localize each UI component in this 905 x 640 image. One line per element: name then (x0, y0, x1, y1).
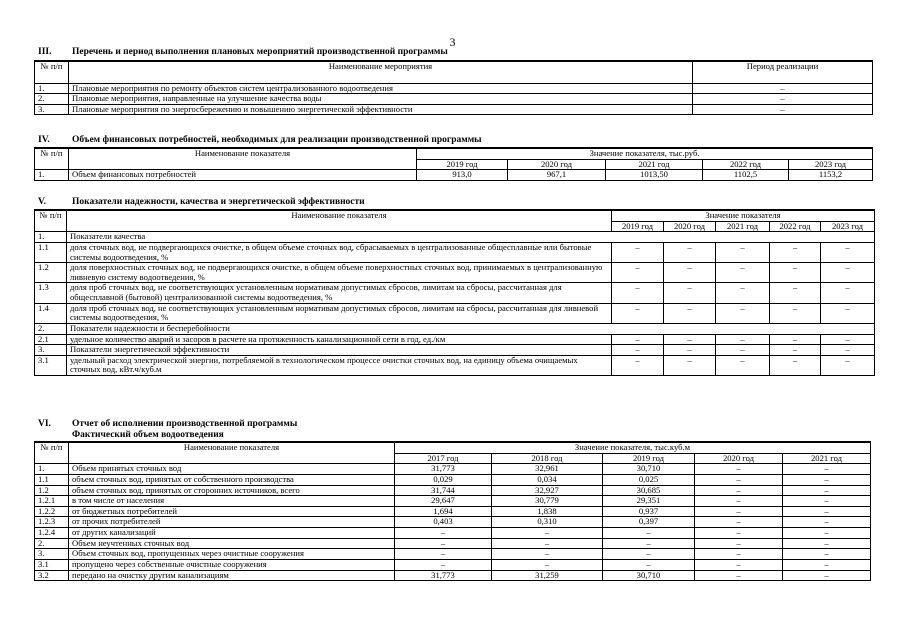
row-number: 1. (35, 83, 69, 94)
col-header-year: 2021 год (716, 221, 770, 232)
value-cell: – (783, 485, 871, 496)
row-name: доля проб сточных вод, не соответствующих установленным нормативам допустимых сбросов, лимитам на сбросы, рассчитанная для ливневой системы водоотведения, % (67, 303, 612, 323)
activities-table (34, 60, 873, 115)
value-cell: – (612, 242, 664, 262)
table-row (35, 464, 871, 475)
value-cell: – (695, 528, 783, 539)
col-header-number: № п/п (35, 148, 69, 170)
table-row (35, 104, 873, 115)
row-number: 2.1 (35, 334, 67, 345)
table-row (35, 485, 871, 496)
col-header-value: Значение показателя, тыс.руб. (417, 148, 873, 159)
value-cell: – (783, 559, 871, 570)
col-header-year: 2018 год (492, 453, 603, 464)
value-cell: 1,838 (492, 506, 603, 517)
value-cell: – (492, 549, 603, 560)
col-header-name: Наименование показателя (69, 442, 395, 464)
value-cell: – (664, 263, 716, 283)
col-header-year: 2017 год (395, 453, 492, 464)
table-row (35, 559, 871, 570)
row-number: 3.1 (35, 559, 69, 570)
value-cell: 30,779 (492, 496, 603, 507)
section-number: III. (38, 47, 52, 57)
value-cell: – (695, 570, 783, 581)
row-number: 2. (35, 94, 69, 105)
row-number: 3. (35, 345, 67, 356)
value-cell: – (664, 283, 716, 303)
value-cell: – (695, 485, 783, 496)
value-cell: 31,259 (492, 570, 603, 581)
section-title: Отчет об исполнении производственной программы (72, 419, 298, 429)
section-number: IV. (38, 135, 50, 145)
value-cell: – (395, 559, 492, 570)
table-row (35, 323, 875, 334)
row-number: 3.1 (35, 355, 67, 375)
section-title: Показатели надежности, качества и энергетической эффективности (72, 197, 365, 207)
value-cell: – (770, 263, 821, 283)
col-header-year: 2023 год (821, 221, 875, 232)
value-cell: – (664, 355, 716, 375)
value-cell: – (783, 528, 871, 539)
value-cell: – (821, 345, 875, 356)
row-number: 1.2 (35, 485, 69, 496)
value-cell: – (612, 263, 664, 283)
value-cell: – (783, 496, 871, 507)
section-3-heading (38, 47, 448, 57)
value-cell: 30,710 (603, 464, 695, 475)
col-header-value: Значение показателя, тыс.куб.м (395, 442, 871, 453)
value-cell: – (783, 464, 871, 475)
table-row (35, 496, 871, 507)
col-header-year: 2020 год (508, 159, 606, 170)
col-header-year: 2019 год (612, 221, 664, 232)
value-cell: – (695, 538, 783, 549)
section-5-heading (38, 197, 365, 207)
value-cell: 1102,5 (703, 170, 789, 181)
table-row (35, 303, 875, 323)
row-number: 1. (35, 232, 67, 243)
value-cell: 913,0 (417, 170, 508, 181)
table-row (35, 355, 875, 375)
row-name: Плановые мероприятия, направленные на улучшение качества воды (69, 94, 693, 105)
col-header-value: Значение показателя (612, 210, 875, 221)
col-header-year: 2020 год (664, 221, 716, 232)
value-cell: – (821, 303, 875, 323)
value-cell: 0,310 (492, 517, 603, 528)
quality-indicators-table (34, 209, 875, 376)
col-header-year: 2019 год (603, 453, 695, 464)
value-cell: 1013,50 (606, 170, 703, 181)
col-header-number: № п/п (35, 442, 69, 464)
value-cell: – (695, 464, 783, 475)
col-header-year: 2019 год (417, 159, 508, 170)
value-cell: 30,685 (603, 485, 695, 496)
row-name: Объем финансовых потребностей (69, 170, 417, 181)
value-cell: – (821, 242, 875, 262)
value-cell: – (695, 474, 783, 485)
value-cell: – (492, 528, 603, 539)
value-cell: – (612, 283, 664, 303)
row-number: 2. (35, 323, 67, 334)
value-cell: 0,034 (492, 474, 603, 485)
value-cell: 0,025 (603, 474, 695, 485)
table-row (35, 263, 875, 283)
table-row (35, 283, 875, 303)
value-cell: – (770, 242, 821, 262)
row-name: Плановые мероприятия по энергосбережению и повышению энергетической эффективности (69, 104, 693, 115)
value-cell: 967,1 (508, 170, 606, 181)
row-number: 1.2.1 (35, 496, 69, 507)
value-cell: – (783, 570, 871, 581)
value-cell: – (783, 549, 871, 560)
row-name: Объем сточных вод, пропущенных через очистные сооружения (69, 549, 395, 560)
value-cell: – (664, 345, 716, 356)
row-name: от других канализаций (69, 528, 395, 539)
value-cell: – (695, 506, 783, 517)
value-cell: – (603, 538, 695, 549)
row-period: – (693, 83, 873, 94)
value-cell: – (716, 242, 770, 262)
row-name: удельный расход электрической энергии, потребляемой в технологическом процессе очистки сточных вод, на единицу объема очищаемых сточных вод, кВт.ч/куб.м (67, 355, 612, 375)
table-row (35, 528, 871, 539)
value-cell: – (716, 303, 770, 323)
row-name: доля поверхностных сточных вод, не подвергающихся очистке, в общем объеме поверхностных сточных вод, принимаемых в централизованную ливневую систему водоотведения, % (67, 263, 612, 283)
value-cell: 0,937 (603, 506, 695, 517)
section-6-heading (38, 419, 297, 429)
col-header-name: Наименование показателя (69, 148, 417, 170)
value-cell: 1153,2 (789, 170, 873, 181)
value-cell: – (395, 528, 492, 539)
row-name: объем сточных вод, принятых от собственного производства (69, 474, 395, 485)
value-cell: – (603, 549, 695, 560)
row-number: 3. (35, 549, 69, 560)
value-cell: – (716, 355, 770, 375)
row-number: 1.2 (35, 263, 67, 283)
row-name: Плановые мероприятия по ремонту объектов систем централизованного водоотведения (69, 83, 693, 94)
value-cell: – (664, 334, 716, 345)
value-cell: – (821, 263, 875, 283)
row-name: Показатели надежности и бесперебойности (67, 323, 875, 334)
section-number: V. (38, 197, 47, 207)
value-cell: – (695, 517, 783, 528)
col-header-number: № п/п (35, 61, 69, 83)
row-name: удельное количество аварий и засоров в расчете на протяженность канализационной сети в год, ед./км (67, 334, 612, 345)
value-cell: 31,744 (395, 485, 492, 496)
value-cell: – (716, 283, 770, 303)
row-period: – (693, 104, 873, 115)
table-row (35, 570, 871, 581)
row-name: от бюджетных потребителей (69, 506, 395, 517)
row-number: 2. (35, 538, 69, 549)
row-name: Объем принятых сточных вод (69, 464, 395, 475)
value-cell: – (612, 334, 664, 345)
table-row (35, 506, 871, 517)
value-cell: – (770, 345, 821, 356)
table-row (35, 517, 871, 528)
row-number: 3. (35, 104, 69, 115)
row-name: пропущено через собственные очистные сооружения (69, 559, 395, 570)
value-cell: – (395, 549, 492, 560)
value-cell: 31,773 (395, 464, 492, 475)
financial-needs-table (34, 147, 873, 181)
table-row (35, 242, 875, 262)
value-cell: – (770, 334, 821, 345)
value-cell: – (821, 355, 875, 375)
row-number: 1. (35, 464, 69, 475)
col-header-year: 2021 год (606, 159, 703, 170)
value-cell: – (821, 334, 875, 345)
table-row (35, 170, 873, 181)
row-number: 1.2.4 (35, 528, 69, 539)
value-cell: – (395, 538, 492, 549)
table-row (35, 232, 875, 243)
row-name: передано на очистку другим канализациям (69, 570, 395, 581)
value-cell: 1,694 (395, 506, 492, 517)
table-row (35, 94, 873, 105)
table-row (35, 474, 871, 485)
value-cell: 29,351 (603, 496, 695, 507)
row-number: 1.4 (35, 303, 67, 323)
value-cell: 29,647 (395, 496, 492, 507)
col-header-year: 2020 год (695, 453, 783, 464)
col-header-name: Наименование показателя (67, 210, 612, 232)
row-number: 1.3 (35, 283, 67, 303)
value-cell: 32,927 (492, 485, 603, 496)
col-header-year: 2023 год (789, 159, 873, 170)
col-header-year: 2022 год (703, 159, 789, 170)
value-cell: – (716, 263, 770, 283)
value-cell: – (664, 303, 716, 323)
value-cell: – (612, 355, 664, 375)
value-cell: – (612, 345, 664, 356)
col-header-name: Наименование мероприятия (69, 61, 693, 83)
value-cell: – (770, 303, 821, 323)
value-cell: 32,961 (492, 464, 603, 475)
wastewater-report-table (34, 441, 871, 581)
value-cell: – (716, 334, 770, 345)
table-row (35, 538, 871, 549)
row-number: 1.2.3 (35, 517, 69, 528)
row-name: Показатели энергетической эффективности (67, 345, 612, 356)
value-cell: – (603, 559, 695, 570)
section-title: Объем финансовых потребностей, необходимых для реализации производственной программы (72, 135, 482, 145)
value-cell: 0,403 (395, 517, 492, 528)
value-cell: – (612, 303, 664, 323)
value-cell: 0,397 (603, 517, 695, 528)
page-number: 3 (449, 35, 456, 49)
value-cell: 30,710 (603, 570, 695, 581)
row-number: 1. (35, 170, 69, 181)
value-cell: – (783, 474, 871, 485)
section-title: Перечень и период выполнения плановых мероприятий производственной программы (72, 47, 448, 57)
row-name: объем сточных вод, принятых от сторонних источников, всего (69, 485, 395, 496)
row-name: в том числе от населения (69, 496, 395, 507)
value-cell: – (783, 517, 871, 528)
table-row (35, 334, 875, 345)
col-header-period: Период реализации (693, 61, 873, 83)
value-cell: – (695, 549, 783, 560)
table-row (35, 549, 871, 560)
row-period: – (693, 94, 873, 105)
value-cell: 31,773 (395, 570, 492, 581)
value-cell: – (695, 559, 783, 570)
value-cell: – (695, 496, 783, 507)
value-cell: – (603, 528, 695, 539)
value-cell: – (783, 506, 871, 517)
row-name: доля сточных вод, не подвергающихся очистке, в общем объеме сточных вод, сбрасываемых в централизованные общесплавные или бытовые системы водоотведения, % (67, 242, 612, 262)
col-header-year: 2022 год (770, 221, 821, 232)
col-header-number: № п/п (35, 210, 67, 232)
row-number: 1.2.2 (35, 506, 69, 517)
row-number: 1.1 (35, 242, 67, 262)
value-cell: – (770, 355, 821, 375)
section-6-subtitle: Фактический объем водоотведения (72, 430, 224, 440)
section-number: VI. (38, 419, 51, 429)
row-name: от прочих потребителей (69, 517, 395, 528)
col-header-year: 2021 год (783, 453, 871, 464)
row-name: Показатели качества (67, 232, 875, 243)
row-name: Объем неучтенных сточных вод (69, 538, 395, 549)
row-number: 3.2 (35, 570, 69, 581)
table-row (35, 345, 875, 356)
value-cell: – (716, 345, 770, 356)
value-cell: – (821, 283, 875, 303)
value-cell: – (664, 242, 716, 262)
value-cell: – (783, 538, 871, 549)
value-cell: 0,029 (395, 474, 492, 485)
row-name: доля проб сточных вод, не соответствующих установленным нормативам допустимых сбросов, лимитам на сбросы, рассчитанная для общесплавной (бытовой) централизованной системы водоотведения, % (67, 283, 612, 303)
value-cell: – (492, 559, 603, 570)
section-4-heading (38, 135, 482, 145)
value-cell: – (770, 283, 821, 303)
value-cell: – (492, 538, 603, 549)
table-row (35, 83, 873, 94)
row-number: 1.1 (35, 474, 69, 485)
